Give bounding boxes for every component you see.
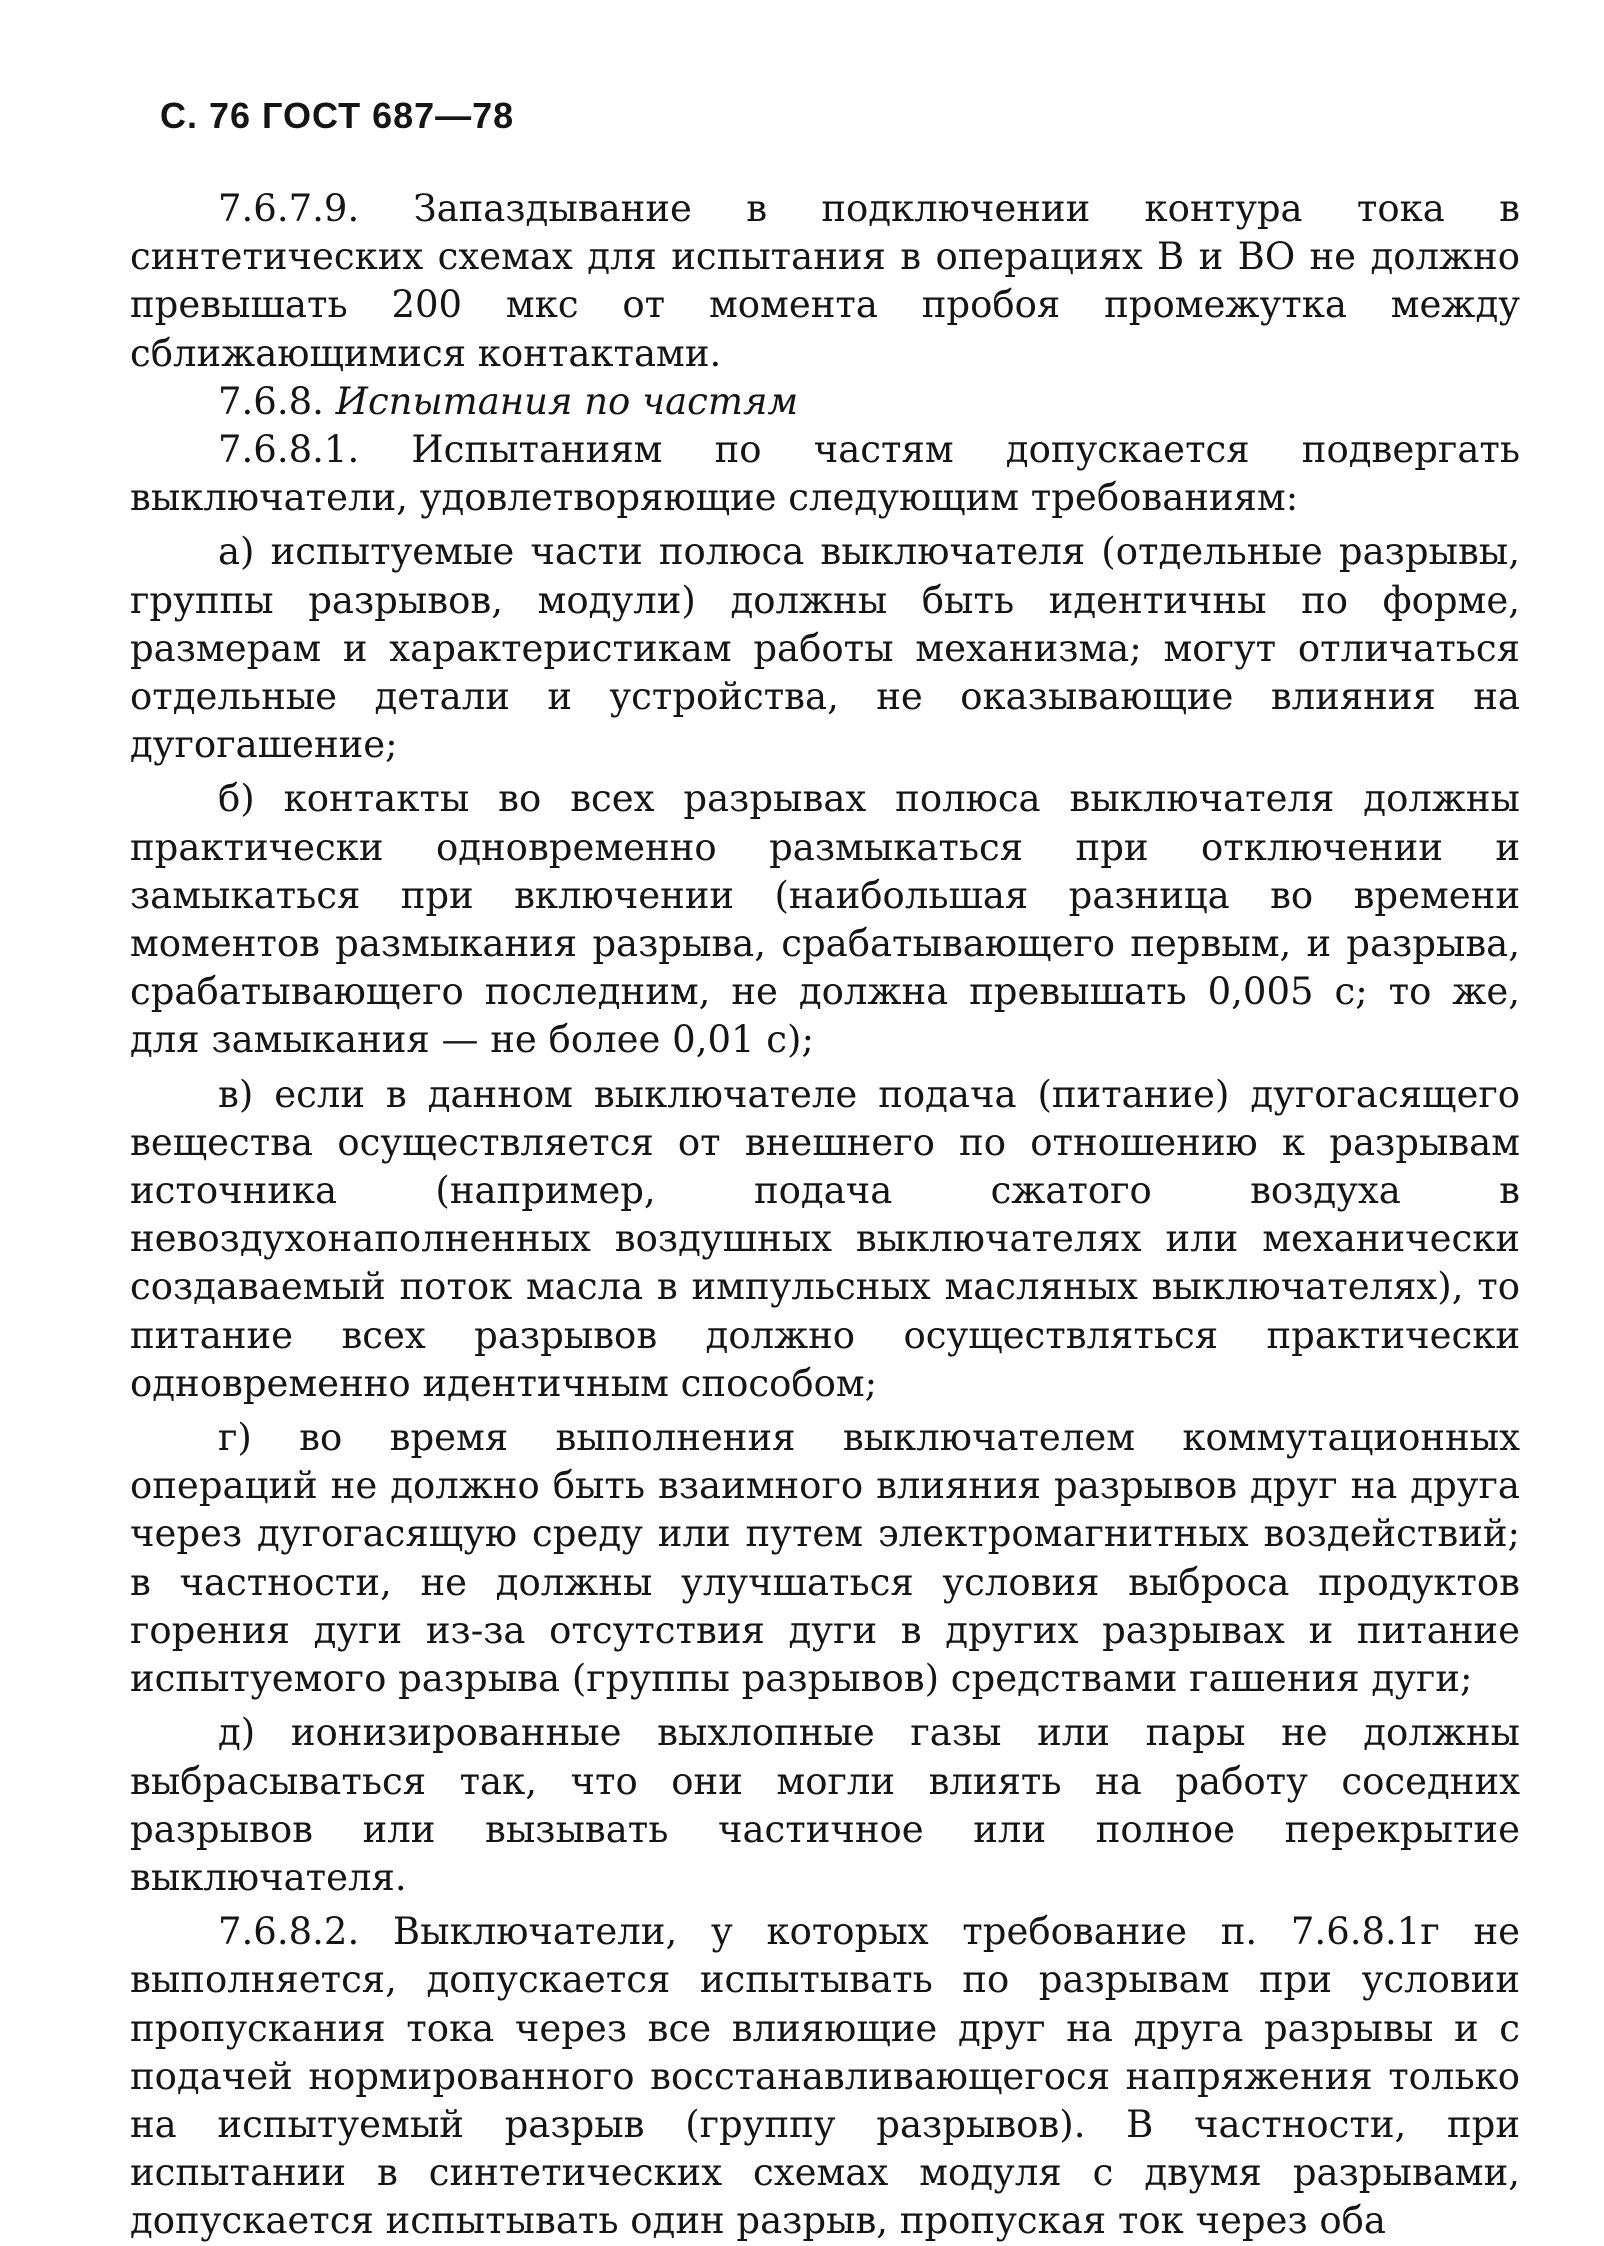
requirement-item-v: в) если в данном выключателе подача (питание) дугогасящего вещества осуществляется от внешнего по отношению к разрывам источника (например, подача сжатого воздуха в невоздухонаполненных воздушных выключателях или механически создаваемый поток масла в импульсных масляных выключателях), то питание всех разрывов должно осуществляться практически одновременно идентичным способом; (130, 1072, 1520, 1405)
section-heading-7-6-8 (130, 378, 1520, 426)
document-page (130, 95, 1520, 2246)
requirement-item-b: б) контакты во всех разрывах полюса выключателя должны практически одновременно размыкаться при отключении и замыкаться при включении (наибольшая разница во времени моментов размыкания разрыва, срабатывающего первым, и разрыва, срабатывающего последним, не должна превышать 0,005 с; то же, для замыкания — не более 0,01 с); (130, 777, 1520, 1062)
section-number: 7.6.8. (218, 379, 324, 423)
requirement-item-g: г) во время выполнения выключателем коммутационных операций не должно быть взаимного влияния разрывов друг на друга через дугогасящую среду или путем электромагнитных воздействий; в частности, не должны улучшаться условия выброса продуктов горения дуги из-за отсутствия дуги в других разрывах и питание испытуемого разрыва (группы разрывов) средствами гашения дуги; (130, 1416, 1520, 1701)
clause-7-6-7-9: 7.6.7.9. Запаздывание в подключении контура тока в синтетических схемах для испытания в операциях В и ВО не должно превышать 200 мкс от момента пробоя промежутка между сближающимися контактами. (130, 187, 1520, 375)
requirement-item-d: д) ионизированные выхлопные газы или пары не должны выбрасываться так, что они могли влиять на работу соседних разрывов или вызывать частичное или полное перекрытие выключателя. (130, 1711, 1520, 1899)
requirement-item-a: а) испытуемые части полюса выключателя (отдельные разрывы, группы разрывов, модули) должны быть идентичны по форме, размерам и характеристикам работы механизма; могут отличаться отдельные детали и устройства, не оказывающие влияния на дугогашение; (130, 530, 1520, 767)
page-header: С. 76 ГОСТ 687—78 (160, 95, 515, 136)
clause-7-6-8-1: 7.6.8.1. Испытаниям по частям допускается подвергать выключатели, удовлетворяющие следующим требованиям: (130, 428, 1520, 520)
section-title: Испытания по частям (335, 379, 799, 423)
clause-7-6-8-2: 7.6.8.2. Выключатели, у которых требование п. 7.6.8.1г не выполняется, допускается испытывать по разрывам при условии пропускания тока через все влияющие друг на друга разрывы и с подачей нормированного восстанавливающегося напряжения только на испытуемый разрыв (группу разрывов). В частности, при испытании в синтетических схемах модуля с двумя разрывами, допускается испытывать один разрыв, пропуская ток через оба (130, 1910, 1520, 2243)
